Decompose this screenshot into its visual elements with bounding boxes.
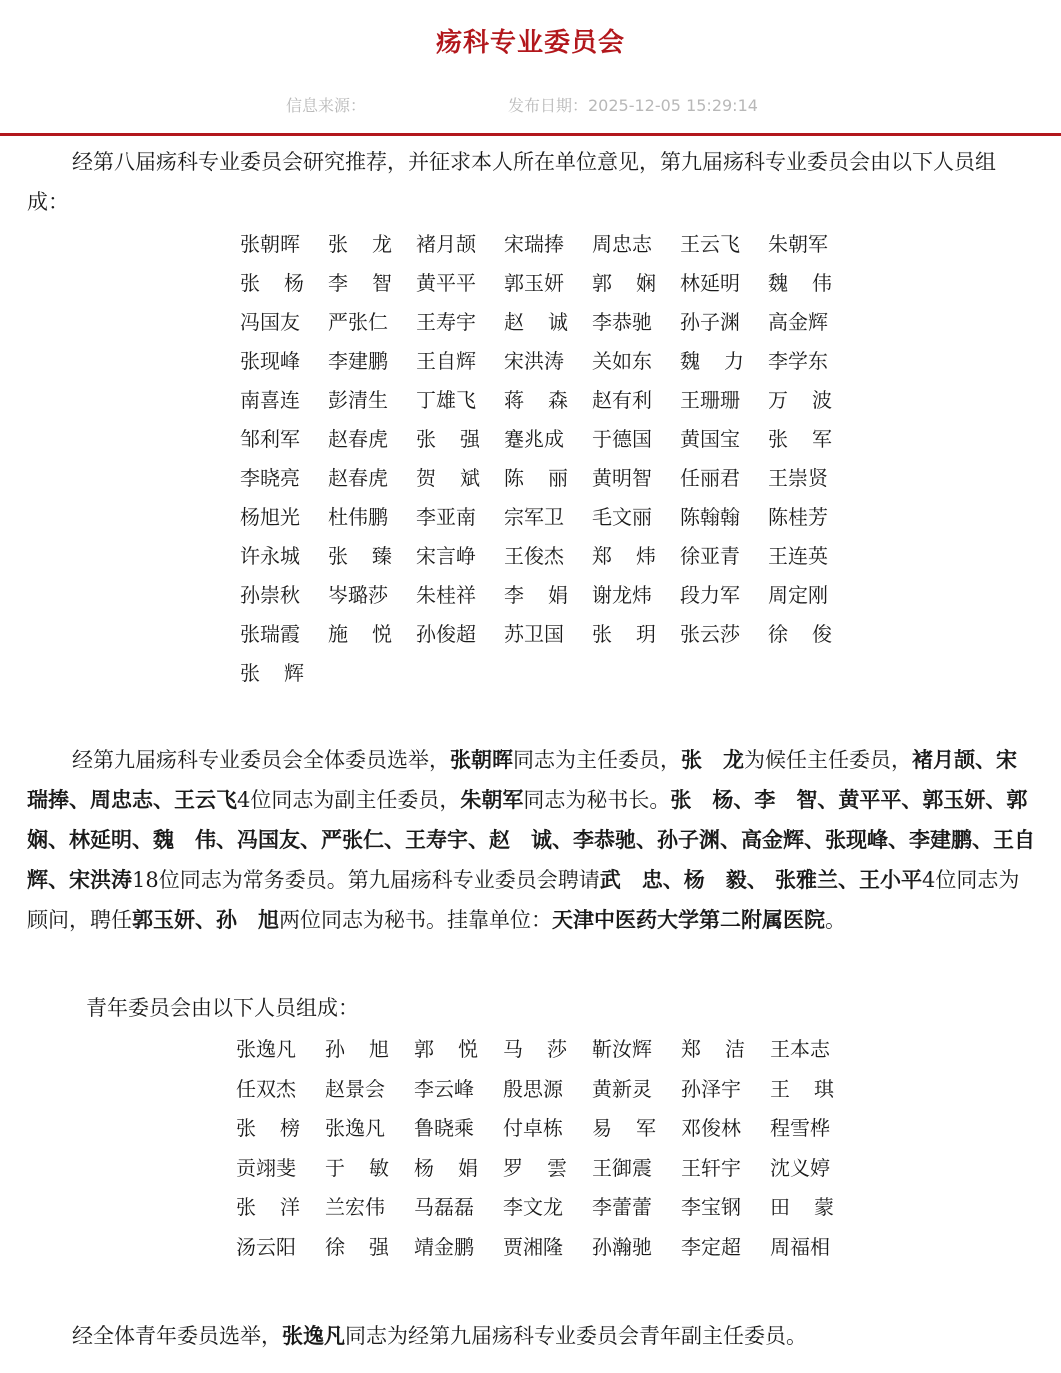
youth-member-name: 李宝钢 [681, 1195, 741, 1220]
member-name: 魏 力 [680, 349, 744, 373]
election-text: 。 [825, 908, 846, 932]
youth-election-text: 同志为经第九届疡科专业委员会青年副主任委员。 [345, 1324, 807, 1348]
member-name: 张云莎 [680, 622, 740, 646]
member-name: 张瑞霞 [240, 622, 300, 646]
member-name: 郑 炜 [592, 544, 656, 568]
member-name: 郭玉妍 [504, 271, 564, 295]
youth-member-name: 田 蒙 [770, 1195, 834, 1220]
member-name: 李学东 [768, 349, 828, 373]
youth-election-paragraph [72, 1316, 1061, 1356]
youth-member-name: 兰宏伟 [325, 1195, 385, 1220]
member-name: 关如东 [592, 349, 652, 373]
member-name: 孙俊超 [416, 622, 476, 646]
election-text: 4位同志为顾问，聘任 [27, 868, 1020, 932]
member-name: 杜伟鹏 [328, 505, 388, 529]
youth-member-name: 靖金鹏 [414, 1234, 474, 1259]
publish-date: 发布日期：2025-12-05 15:29:14 [508, 96, 758, 115]
member-name: 蒋 森 [504, 388, 568, 412]
youth-member-name: 于 敏 [325, 1155, 389, 1180]
member-name: 宗军卫 [504, 505, 564, 529]
director-elect-name: 张 龙 [681, 747, 744, 772]
youth-member-name: 李定超 [681, 1234, 741, 1259]
member-name: 林延明 [680, 271, 740, 295]
member-name: 黄平平 [416, 271, 476, 295]
member-name: 万 波 [768, 388, 832, 412]
youth-member-name: 殷思源 [503, 1076, 563, 1101]
youth-member-name: 孙 旭 [325, 1037, 389, 1061]
member-name: 蹇兆成 [504, 427, 564, 451]
advisor-names: 武 忠、杨 毅、 张雅兰、王小平 [599, 867, 923, 892]
member-name: 张 杨 [240, 271, 304, 295]
member-name: 张现峰 [240, 349, 300, 373]
youth-member-name: 张 榜 [236, 1116, 300, 1141]
member-name: 陈翰翰 [680, 505, 740, 529]
election-text: 经第九届疡科专业委员会全体委员选举， [72, 748, 450, 772]
member-name: 任丽君 [680, 466, 740, 490]
member-name: 岑璐莎 [328, 583, 388, 607]
article-title: 疡科专业委员会 [435, 28, 625, 58]
youth-member-name: 杨 娟 [414, 1155, 478, 1180]
member-name: 李建鹏 [328, 349, 388, 373]
member-name: 赵春虎 [328, 427, 388, 451]
member-name: 朱桂祥 [416, 583, 476, 607]
youth-member-name: 孙泽宇 [681, 1076, 741, 1101]
member-name: 孙子渊 [680, 310, 740, 334]
member-name: 魏 伟 [768, 271, 832, 295]
youth-member-name: 郭 悦 [414, 1037, 478, 1061]
youth-member-name: 马 莎 [503, 1037, 567, 1061]
member-name: 王云飞 [680, 232, 740, 256]
youth-member-name: 张逸凡 [325, 1116, 385, 1141]
member-name: 高金辉 [768, 310, 828, 334]
member-name: 王寿宇 [416, 310, 476, 334]
member-name: 宋言峥 [416, 544, 476, 568]
member-name: 张 辉 [240, 661, 304, 685]
youth-intro: 青年委员会由以下人员组成： [86, 996, 359, 1020]
youth-member-name: 程雪桦 [770, 1116, 830, 1141]
member-name: 李 娟 [504, 583, 568, 607]
youth-member-name: 周福相 [770, 1234, 830, 1259]
election-text: 为候任主任委员， [744, 748, 912, 772]
member-name: 李恭驰 [592, 310, 652, 334]
member-name: 赵春虎 [328, 466, 388, 490]
member-name: 张 强 [416, 427, 480, 451]
youth-member-name: 付卓栋 [503, 1116, 563, 1141]
member-name: 褚月颉 [416, 232, 476, 256]
youth-member-name: 李蕾蕾 [592, 1195, 652, 1220]
intro-paragraph: 经第八届疡科专业委员会研究推荐，并征求本人所在单位意见，第九届疡科专业委员会由以下人员组成： [27, 150, 996, 214]
standing-member-names: 张 杨、李 智、黄平平、郭玉妍、郭 娴、林延明、魏 伟、冯国友、严张仁、王寿宇、赵 诚、李恭驰、孙子渊、高金辉、张现峰、李建鹏、王自辉、宋洪涛 [27, 787, 1049, 892]
member-name: 王崇贤 [768, 466, 828, 490]
member-name: 张朝晖 [240, 232, 300, 256]
article-meta [0, 93, 1061, 115]
source-label: 信息来源： [286, 96, 367, 115]
youth-member-name: 王本志 [770, 1037, 830, 1061]
member-name: 冯国友 [240, 310, 300, 334]
member-name: 贺 斌 [416, 466, 480, 490]
member-name: 李 智 [328, 271, 392, 295]
member-name: 王自辉 [416, 349, 476, 373]
director-name: 张朝晖 [450, 747, 513, 772]
member-name: 黄国宝 [680, 427, 740, 451]
host-unit: 天津中医药大学第二附属医院 [552, 907, 825, 932]
youth-member-name: 易 军 [592, 1116, 656, 1141]
member-name: 谢龙炜 [592, 583, 652, 607]
member-name: 周定刚 [768, 583, 828, 607]
member-name: 严张仁 [328, 310, 388, 334]
youth-member-name: 赵景会 [325, 1076, 385, 1101]
youth-member-list [236, 1030, 859, 1268]
member-name: 王珊珊 [680, 388, 740, 412]
member-name: 郭 娴 [592, 271, 656, 295]
member-name: 赵 诚 [504, 310, 568, 334]
youth-member-name: 贡翊斐 [236, 1155, 296, 1180]
youth-member-name: 黄新灵 [592, 1076, 652, 1101]
member-list [240, 225, 856, 693]
secretary-general-name: 朱朝军 [460, 787, 524, 812]
youth-member-name: 孙瀚驰 [592, 1234, 652, 1259]
member-name: 赵有利 [592, 388, 652, 412]
youth-member-name: 王轩宇 [681, 1155, 741, 1180]
secretary-names: 郭玉妍、孙 旭 [132, 907, 279, 932]
member-name: 徐亚青 [680, 544, 740, 568]
election-text: 同志为秘书长。 [523, 788, 671, 812]
youth-member-name: 罗 雲 [503, 1155, 567, 1180]
member-name: 王连英 [768, 544, 828, 568]
youth-member-name: 马磊磊 [414, 1195, 474, 1220]
member-name: 张 军 [768, 427, 832, 451]
member-name: 毛文丽 [592, 505, 652, 529]
member-name: 朱朝军 [768, 232, 828, 256]
youth-member-name: 徐 强 [325, 1234, 389, 1259]
youth-member-name: 鲁晓乘 [414, 1116, 474, 1141]
youth-member-name: 郑 洁 [681, 1037, 745, 1061]
member-name: 徐 俊 [768, 622, 832, 646]
member-name: 陈桂芳 [768, 505, 828, 529]
youth-election-text: 经全体青年委员选举， [72, 1324, 282, 1348]
member-name: 于德国 [592, 427, 652, 451]
member-name: 李亚南 [416, 505, 476, 529]
member-name: 黄明智 [592, 466, 652, 490]
youth-member-name: 李文龙 [503, 1195, 563, 1220]
youth-member-name: 任双杰 [236, 1076, 296, 1101]
member-name: 张 玥 [592, 622, 656, 646]
youth-member-name: 王 琪 [770, 1076, 834, 1101]
member-name: 施 悦 [328, 622, 392, 646]
election-text: 同志为主任委员， [513, 748, 681, 772]
member-name: 丁雄飞 [416, 388, 476, 412]
member-name: 周忠志 [592, 232, 652, 256]
youth-member-name: 靳汝辉 [592, 1037, 652, 1061]
youth-member-name: 张 洋 [236, 1195, 300, 1220]
election-text: 4位同志为副主任委员， [237, 788, 461, 812]
youth-member-name: 邓俊林 [681, 1116, 741, 1141]
youth-member-name: 李云峰 [414, 1076, 474, 1101]
youth-vice-director-name: 张逸凡 [282, 1323, 345, 1348]
member-name: 宋洪涛 [504, 349, 564, 373]
member-name: 南喜连 [240, 388, 300, 412]
member-name: 彭清生 [328, 388, 388, 412]
member-name: 陈 丽 [504, 466, 568, 490]
member-name: 张 龙 [328, 232, 392, 256]
youth-member-name: 王御震 [592, 1155, 652, 1180]
member-name: 杨旭光 [240, 505, 300, 529]
election-paragraph [27, 740, 1049, 940]
member-name: 段力军 [680, 583, 740, 607]
election-text: 18位同志为常务委员。第九届疡科专业委员会聘请 [132, 868, 600, 892]
member-name: 邹利军 [240, 427, 300, 451]
vice-director-names: 褚月颉、宋瑞捧、周忠志、王云飞 [27, 747, 1017, 812]
youth-member-name: 贾湘隆 [503, 1234, 563, 1259]
youth-member-name: 沈义婷 [770, 1155, 830, 1180]
member-name: 王俊杰 [504, 544, 564, 568]
member-name: 孙崇秋 [240, 583, 300, 607]
member-name: 李晓亮 [240, 466, 300, 490]
youth-member-name: 张逸凡 [236, 1037, 296, 1061]
youth-member-name: 汤云阳 [236, 1234, 296, 1259]
election-text: 两位同志为秘书。挂靠单位： [279, 908, 552, 932]
member-name: 许永城 [240, 544, 300, 568]
member-name: 宋瑞捧 [504, 232, 564, 256]
member-name: 苏卫国 [504, 622, 564, 646]
title-divider [0, 133, 1061, 136]
member-name: 张 臻 [328, 544, 392, 568]
